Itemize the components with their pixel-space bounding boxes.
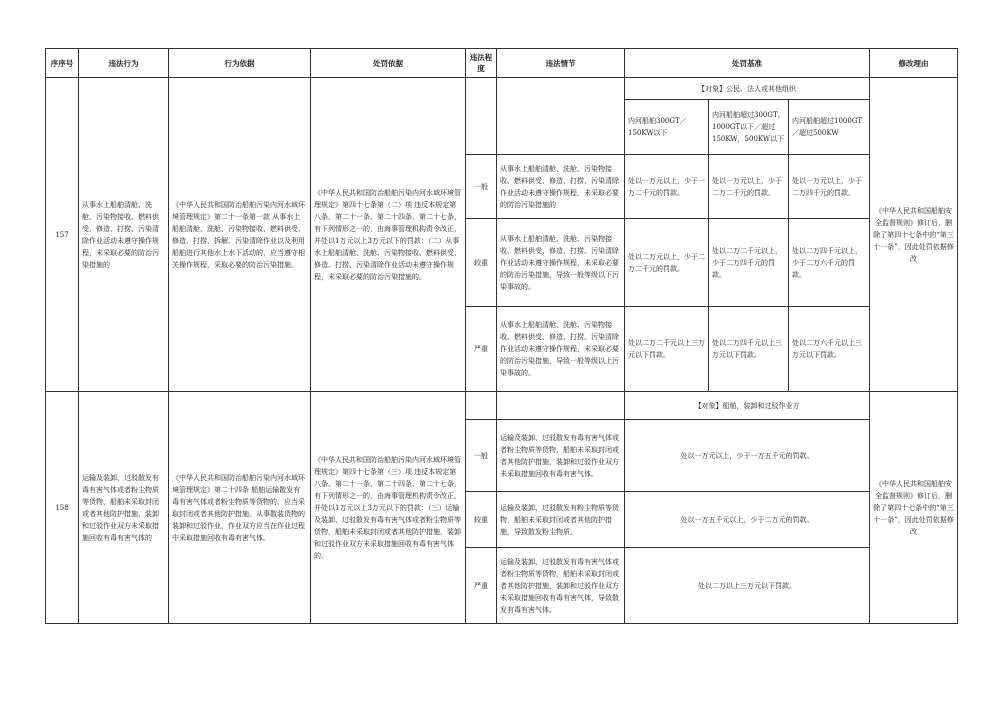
- row-penalty-basis: 《中华人民共和国防治船舶污染内河水域环境管理规定》第四十七条第（二）项 违反本规定第八条、第二十一条、第二十四条、第二十七条，有下列情形之一的，由海事管理机构责令改正，并处以1万元以上3万元以下的罚款：（二）从事水上船舶清舱、洗舱、污染物接收、燃料供受、修造、打捞、污染清除作业活动未遵守操作规程，未采取必要的防治污染措施的。: [311, 78, 466, 392]
- penalty-standard: 处以一万元以上，少于二万二千元的罚款。: [709, 155, 789, 219]
- circumstance-text: 运输及装卸、过驳散发有毒有害气体或者粉尘物质等货物，船舶未采取封闭或者其他防护措施，装卸和过驳作业双方未采取措施回收有毒有害气体，导致散发有毒有害气体。: [497, 548, 625, 624]
- penalty-standard-table: [45, 48, 958, 624]
- object-label: 【对象】公民、法人或其他组织: [625, 78, 870, 100]
- degree-label: 严重: [466, 548, 497, 624]
- header-standard: 处罚基准: [625, 49, 870, 78]
- row-behavior: 从事水上船舶清舱、洗舱、污染物接收、燃料供受、修造、打捞、污染清除作业活动未遵守操作规程，未采取必要的防治污染措施的: [79, 78, 169, 392]
- header-behavior-basis: 行为依据: [169, 49, 311, 78]
- row-behavior-basis: 《中华人民共和国防治船舶污染内河水域环境管理规定》第二十四条 船舶运输散发有毒有害气体或者粉尘物质等货物的，应当采取封闭或者其他防护措施。从事散装货物的装卸和过驳作业，作业双方应当在作业过程中采取措施回收有毒有害气体。: [169, 392, 311, 624]
- penalty-standard: 处以二万二千元以上，少于二万四千元的罚款。: [709, 219, 789, 307]
- object-label: 【对象】船舶，装卸和过驳作业方: [625, 392, 870, 420]
- row-seq: 157: [46, 78, 79, 392]
- penalty-standard: 处以二万以上三万元以下罚款。: [625, 548, 870, 624]
- row-seq: 158: [46, 392, 79, 624]
- header-penalty-basis: 处罚依据: [311, 49, 466, 78]
- circumstance-text: 从事水上船舶清舱、洗舱、污染物接收、燃料供受、修造、打捞、污染清除作业活动未遵守操作规程，未采取必要的防治污染措施，导致一般等级以上污染事故的。: [497, 307, 625, 392]
- circumstance-text: 从事水上船舶清舱、洗舱、污染物接收、燃料供受、修造、打捞、污染清除作业活动未遵守操作规程，未采取必要的防治污染措施，导致一般等级以下污染事故的。: [497, 219, 625, 307]
- header-reason: 修改理由: [870, 49, 958, 78]
- circumstance-text: 运输及装卸、过驳散发有粉尘物质等货物，船舶未采取封闭或者其他防护措施，导致散发粉尘物质。: [497, 492, 625, 548]
- degree-label: 一般: [466, 155, 497, 219]
- row-penalty-basis: 《中华人民共和国防治船舶污染内河水域环境管理规定》第四十七条第（三）项 违反本规定第八条、第二十一条、第二十四条、第二十七条，有下列情形之一的，由海事管理机构责令改正，并处以1万元以上3万元以下的罚款：（三）运输及装卸、过驳散发有毒有害气体或者粉尘物质等货物，船舶未采取封闭或者其他防护措施，装卸和过驳作业双方未采取措施回收有毒有害气体的。: [311, 392, 466, 624]
- penalty-standard: 处以一万元以上，少于二万四千元的罚款。: [789, 155, 870, 219]
- penalty-standard: 处以二万元以上，少于二万二千元的罚款。: [625, 219, 709, 307]
- degree-label: 较重: [466, 219, 497, 307]
- penalty-standard: 处以一万元以上，少于一万五千元的罚款。: [625, 420, 870, 492]
- tier-label: 内河船舶超过300GT，1000GT以下／超过150KW，500KW以下: [709, 100, 789, 155]
- circumstance-text: 运输及装卸、过驳散发有毒有害气体或者粉尘物质等货物，船舶未采取封闭或者其他防护措施，装卸和过驳作业双方未采取措施回收有毒有害气体。: [497, 420, 625, 492]
- header-row: [46, 49, 958, 78]
- table-row: [46, 78, 958, 100]
- row-reason: 《中华人民共和国船舶安全监督规则》修订后，删除了第四十七条中的“第三十一条”，因此处罚依据修改: [870, 392, 958, 624]
- empty-circumstance-cell: [497, 392, 625, 420]
- penalty-standard: 处以二万二千元以上三万元以下罚款。: [625, 307, 709, 392]
- header-degree: 违法程度: [466, 49, 497, 78]
- header-circumstance: 违法情节: [497, 49, 625, 78]
- penalty-standard: 处以二万四千元以上三万元以下罚款。: [709, 307, 789, 392]
- empty-circumstance-cell: [497, 78, 625, 155]
- row-reason: 《中华人民共和国船舶安全监督规则》修订后，删除了第四十七条中的“第三十一条”，因此处罚依据修改: [870, 78, 958, 392]
- circumstance-text: 从事水上船舶清舱、洗舱、污染物接收、燃料供受、修造、打捞、污染清除作业活动未遵守操作规程，未采取必要的防治污染措施的: [497, 155, 625, 219]
- tier-label: 内河船舶300GT／150KW以下: [625, 100, 709, 155]
- penalty-standard: 处以一万五千元以上，少于二万元的罚款。: [625, 492, 870, 548]
- penalty-standard: 处以二万四千元以上，少于二万六千元的罚款。: [789, 219, 870, 307]
- penalty-standard: 处以二万六千元以上三万元以下罚款。: [789, 307, 870, 392]
- table-row: [46, 392, 958, 420]
- empty-degree-cell: [466, 392, 497, 420]
- degree-label: 较重: [466, 492, 497, 548]
- degree-label: 严重: [466, 307, 497, 392]
- header-behavior: 违法行为: [79, 49, 169, 78]
- empty-degree-cell: [466, 78, 497, 155]
- header-seq: 序序号: [46, 49, 79, 78]
- row-behavior-basis: 《中华人民共和国防治船舶污染内河水域环境管理规定》第二十一条第一款 从事水上船舶清舱、洗舱、污染物接收、燃料供受、修造、打捞、拆解、污染清除作业以及利用船舶进行其他水上水下活动的，应当遵守相关操作规程，采取必要的防治污染措施。: [169, 78, 311, 392]
- row-behavior: 运输及装卸、过驳散发有毒有害气体或者粉尘物质等货物，船舶未采取封闭或者其他防护措施，装卸和过驳作业双方未采取措施回收有毒有害气体的: [79, 392, 169, 624]
- penalty-standard: 处以一万元以上，少于一万二千元的罚款。: [625, 155, 709, 219]
- tier-label: 内河船舶超过1000GT／超过500KW: [789, 100, 870, 155]
- degree-label: 一般: [466, 420, 497, 492]
